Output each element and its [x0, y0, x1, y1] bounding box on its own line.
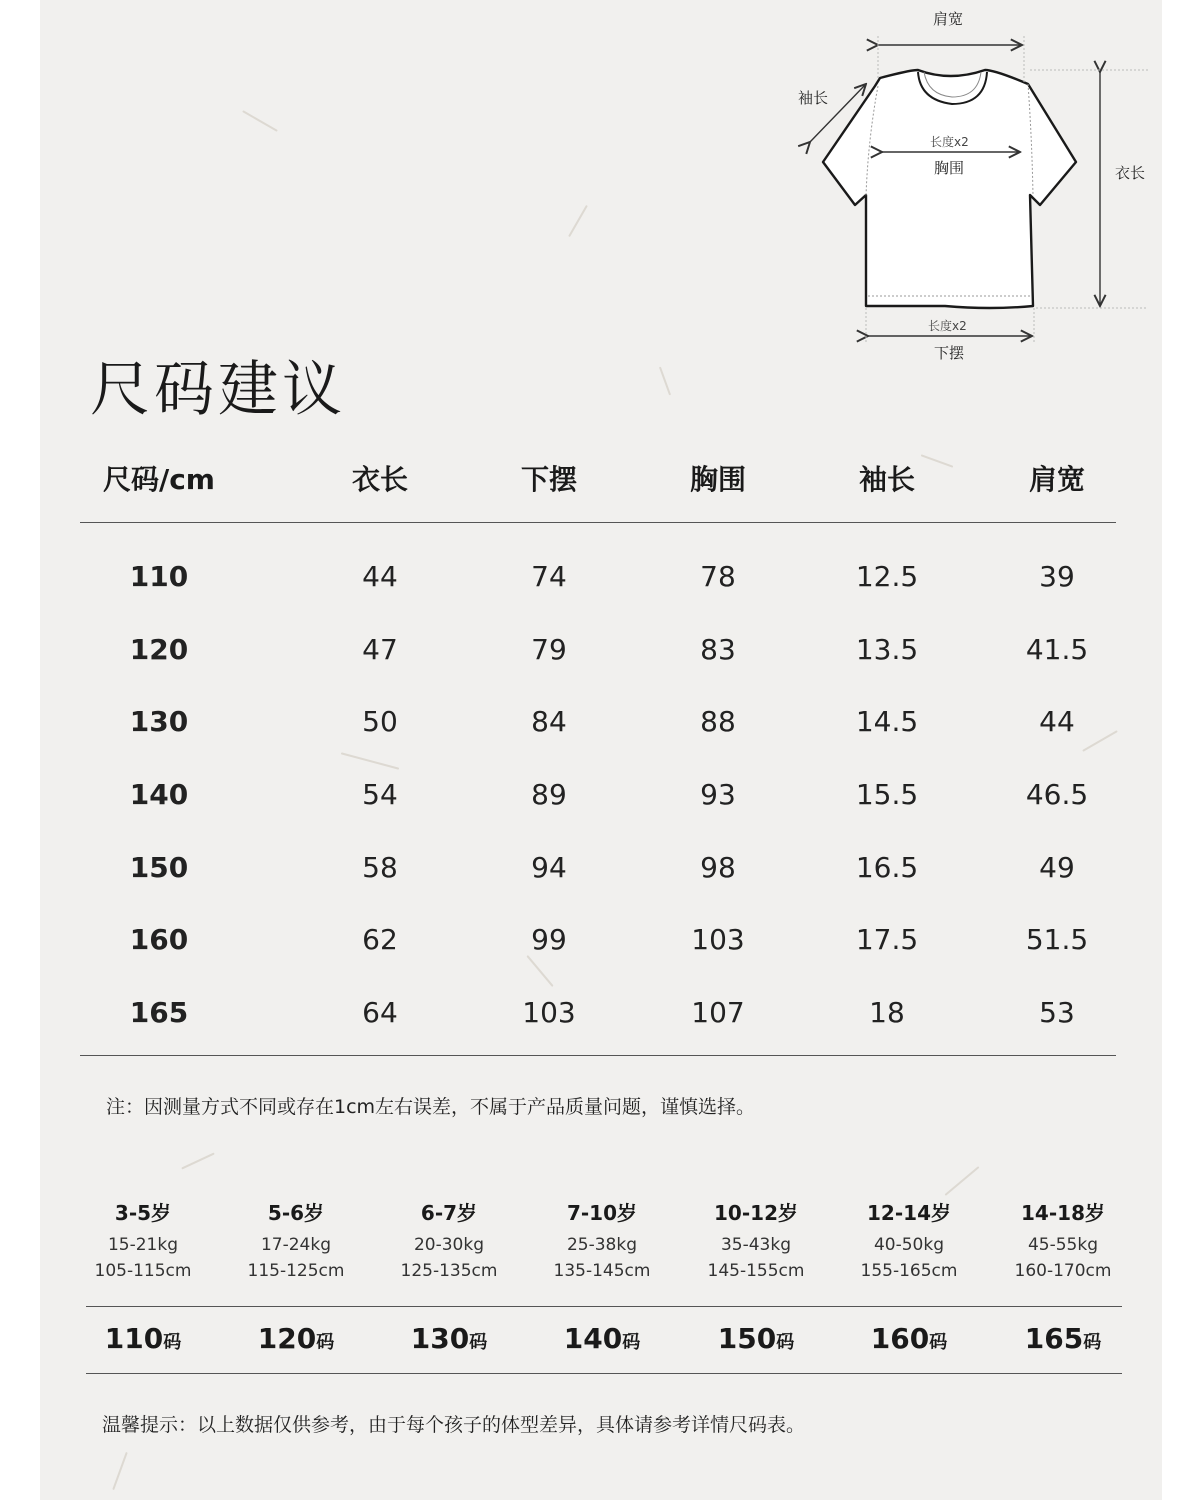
cell-sleeve: 18: [869, 996, 905, 1030]
header-chest: 胸围: [689, 463, 746, 496]
shoulder-label: 肩宽: [933, 10, 964, 28]
size-table-body: [80, 540, 1116, 1049]
weight-range: 25-38kg: [566, 1235, 638, 1255]
recommended-size-number: 110: [104, 1322, 164, 1355]
age-label: 7-10岁: [566, 1201, 638, 1225]
table-row: [80, 976, 1116, 1049]
height-range: 155-165cm: [860, 1261, 958, 1281]
cell-size: 110: [129, 560, 189, 593]
height-range: 125-135cm: [400, 1261, 498, 1281]
tshirt-outline-icon: [40, 0, 1162, 370]
age-label: 14-18岁: [1021, 1201, 1105, 1225]
cell-hem: 74: [531, 560, 567, 593]
recommended-size-number: 150: [717, 1322, 777, 1355]
cell-chest: 93: [700, 778, 736, 812]
size-table: [80, 440, 1116, 1030]
recommended-size-number: 130: [410, 1322, 470, 1355]
cell-sleeve: 15.5: [855, 778, 919, 812]
recommended-size-number: 165: [1024, 1322, 1084, 1355]
age-guide-bottom-rule: [86, 1373, 1122, 1374]
cell-hem: 99: [531, 923, 567, 957]
age-guide-item: [988, 1198, 1138, 1284]
height-range: 105-115cm: [94, 1261, 192, 1281]
cell-size: 160: [129, 923, 189, 957]
table-row: [80, 613, 1116, 686]
recommended-size-unit: 码: [469, 1332, 488, 1353]
measure-note: 注：因测量方式不同或存在1cm左右误差，不属于产品质量问题，谨慎选择。: [106, 1096, 756, 1118]
cell-length: 54: [362, 778, 398, 812]
age-label: 5-6岁: [267, 1201, 325, 1225]
chest-label: 胸围: [934, 159, 965, 177]
cell-length: 58: [362, 850, 398, 884]
age-label: 10-12岁: [714, 1201, 798, 1225]
cell-length: 62: [362, 923, 398, 957]
recommended-size-unit: 码: [163, 1332, 182, 1353]
header-size: 尺码/cm: [102, 463, 215, 496]
hem-label: 下摆: [934, 344, 965, 362]
cell-size: 130: [129, 705, 189, 739]
cell-chest: 88: [700, 705, 736, 739]
cell-chest: 98: [700, 850, 736, 884]
weight-range: 35-43kg: [720, 1235, 792, 1255]
age-guide-item: [221, 1198, 371, 1284]
age-guide-item: [834, 1198, 984, 1284]
age-guide-item: [68, 1198, 218, 1284]
header-shoulder: 肩宽: [1028, 463, 1085, 496]
height-range: 160-170cm: [1014, 1261, 1112, 1281]
cell-shoulder: 51.5: [1025, 923, 1089, 957]
recommended-size-unit: 码: [1083, 1332, 1102, 1353]
cell-shoulder: 44: [1039, 705, 1075, 739]
recommended-size: [988, 1322, 1138, 1355]
age-label: 12-14岁: [867, 1201, 951, 1225]
cell-size: 165: [129, 996, 189, 1030]
recommended-size: [681, 1322, 831, 1355]
hem-note: 长度x2: [928, 319, 967, 333]
paper-fiber: [659, 367, 671, 396]
paper-fiber: [112, 1452, 128, 1490]
age-guide-rule: [86, 1306, 1122, 1307]
sleeve-label: 袖长: [798, 89, 829, 107]
table-row: [80, 758, 1116, 831]
paper-fiber: [945, 1166, 980, 1196]
recommended-size: [68, 1322, 218, 1355]
weight-range: 40-50kg: [873, 1235, 945, 1255]
cell-chest: 78: [700, 560, 736, 593]
table-row: [80, 540, 1116, 613]
recommended-size-unit: 码: [929, 1332, 948, 1353]
age-guide-item: [681, 1198, 831, 1284]
recommended-size-unit: 码: [622, 1332, 641, 1353]
height-range: 115-125cm: [247, 1261, 345, 1281]
cell-sleeve: 12.5: [855, 560, 919, 593]
header-sleeve: 袖长: [858, 463, 915, 496]
cell-shoulder: 39: [1039, 560, 1075, 593]
table-top-rule: [80, 522, 1116, 523]
cell-sleeve: 17.5: [855, 923, 919, 957]
weight-range: 17-24kg: [260, 1235, 332, 1255]
recommended-size: [374, 1322, 524, 1355]
recommended-size-number: 160: [870, 1322, 930, 1355]
weight-range: 15-21kg: [107, 1235, 179, 1255]
cell-hem: 103: [522, 996, 576, 1030]
cell-sleeve: 14.5: [855, 705, 919, 739]
cell-chest: 83: [700, 632, 736, 666]
cell-shoulder: 53: [1039, 996, 1075, 1030]
cell-shoulder: 49: [1039, 850, 1075, 884]
recommended-size-number: 140: [563, 1322, 623, 1355]
recommended-size: [834, 1322, 984, 1355]
length-label: 衣长: [1115, 164, 1146, 182]
cell-sleeve: 13.5: [855, 632, 919, 666]
cell-chest: 107: [691, 996, 745, 1030]
page-title: 尺码建议: [90, 355, 346, 425]
recommended-size-unit: 码: [776, 1332, 795, 1353]
cell-length: 64: [362, 996, 398, 1030]
cell-shoulder: 46.5: [1025, 778, 1089, 812]
table-row: [80, 831, 1116, 904]
size-table-header: [80, 440, 1116, 522]
cell-size: 150: [129, 850, 189, 884]
age-guide-item: [374, 1198, 524, 1284]
age-label: 3-5岁: [114, 1201, 172, 1225]
age-guide-item: [527, 1198, 677, 1284]
tip-text: 温馨提示：以上数据仅供参考，由于每个孩子的体型差异，具体请参考详情尺码表。: [102, 1414, 806, 1436]
paper-fiber: [181, 1152, 214, 1169]
table-bottom-rule: [80, 1055, 1116, 1056]
cell-shoulder: 41.5: [1025, 632, 1089, 666]
cell-size: 140: [129, 778, 189, 812]
recommended-size: [221, 1322, 371, 1355]
cell-length: 47: [362, 632, 398, 666]
header-hem: 下摆: [520, 463, 577, 496]
height-range: 135-145cm: [553, 1261, 651, 1281]
cell-hem: 79: [531, 632, 567, 666]
height-range: 145-155cm: [707, 1261, 805, 1281]
cell-length: 44: [362, 560, 398, 593]
cell-size: 120: [129, 632, 189, 666]
cell-length: 50: [362, 705, 398, 739]
cell-hem: 89: [531, 778, 567, 812]
header-length: 衣长: [351, 463, 408, 496]
recommended-size: [527, 1322, 677, 1355]
size-guide-page: [40, 0, 1162, 1500]
table-row: [80, 903, 1116, 976]
weight-range: 45-55kg: [1027, 1235, 1099, 1255]
cell-chest: 103: [691, 923, 745, 957]
cell-hem: 84: [531, 705, 567, 739]
table-row: [80, 685, 1116, 758]
age-label: 6-7岁: [420, 1201, 478, 1225]
tshirt-measure-diagram: [40, 0, 1162, 370]
recommended-size-unit: 码: [316, 1332, 335, 1353]
weight-range: 20-30kg: [413, 1235, 485, 1255]
cell-sleeve: 16.5: [855, 850, 919, 884]
cell-hem: 94: [531, 850, 567, 884]
recommended-size-number: 120: [257, 1322, 317, 1355]
chest-note: 长度x2: [930, 135, 969, 149]
